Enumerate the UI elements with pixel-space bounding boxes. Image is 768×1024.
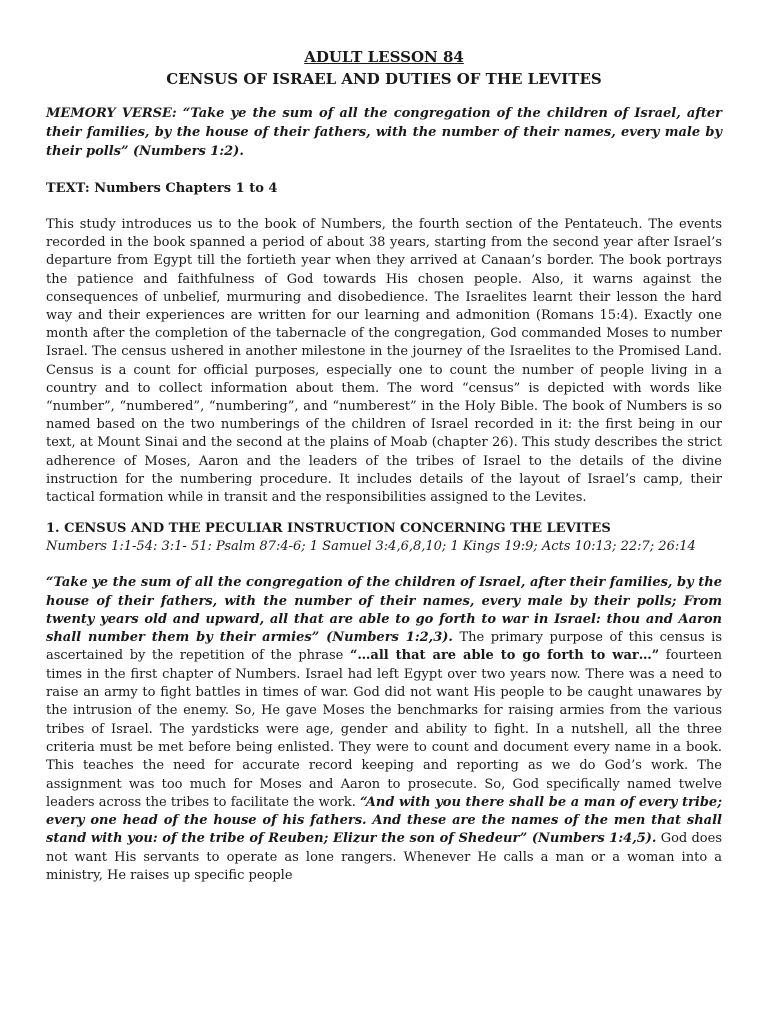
- lesson-title: CENSUS OF ISRAEL AND DUTIES OF THE LEVITES: [166, 70, 602, 88]
- text-reference: TEXT: Numbers Chapters 1 to 4: [46, 181, 278, 196]
- quote-numbers-1-4-5: “And with you there shall be a man of every tribe; every one head of the house of his fathers. And these are the names of the men that shall stand with you: of the tribe of Reuben; Elizur the son of Shedeur” (Numbers 1:4,5).: [46, 794, 722, 847]
- quote-numbers-1-2-3: “Take ye the sum of all the congregation of the children of Israel, after their families, by the house of their fathers, with the number of their names, every male by their polls; From twenty years old and upward, all that are able to go forth to war in Israel: thou and Aaron shall number them by their armies” (Numbers 1:2,3).: [46, 575, 722, 646]
- scripture-references: Numbers 1:1-54: 3:1- 51: Psalm 87:4-6; 1 Samuel 3:4,6,8,10; 1 Kings 19:9; Acts 10:13; 22:7; 26:14: [46, 539, 696, 555]
- section-paragraph: [46, 574, 722, 885]
- intro-paragraph: This study introduces us to the book of Numbers, the fourth section of the Pentateuch. The events recorded in the book spanned a period of about 38 years, starting from the second year after Israel’s departure from Egypt till the fortieth year when they arrived at Canaan’s border. The book portrays the patience and faithfulness of God towards His chosen people. Also, it warns against the consequences of unbelief, murmuring and disobedience. The Israelites learnt their lesson the hard way and their experiences are written for our learning and admonition (Romans 15:4). Exactly one month after the completion of the tabernacle of the congregation, God commanded Moses to number Israel. The census ushered in another milestone in the journey of the Israelites to the Promised Land. Census is a count for official purposes, especially one to count the number of people living in a country and to collect information about them. The word “census” is depicted with words like “number”, “numbered”, “numbering”, and “numberest” in the Holy Bible. The book of Numbers is so named based on the two numberings of the children of Israel recorded in it: the first being in our text, at Mount Sinai and the second at the plains of Moab (chapter 26). This study describes the strict adherence of Moses, Aaron and the leaders of the tribes of Israel to the details of the divine instruction for the numbering procedure. It includes details of the layout of Israel’s camp, their tactical formation while in transit and the responsibilities assigned to the Levites.: [46, 217, 722, 506]
- section-heading: 1. CENSUS AND THE PECULIAR INSTRUCTION CONCERNING THE LEVITES: [46, 521, 611, 537]
- body-text-3: God does not want His servants to operate as lone rangers. Whenever He calls a man or a woman into a ministry, He raises up specific people: [46, 831, 723, 883]
- body-text-1: The primary purpose of this census is ascertained by the repetition of the phrase: [46, 630, 723, 664]
- memory-verse: MEMORY VERSE: “Take ye the sum of all the congregation of the children of Israel, after their families, by the house of their fathers, with the number of their names, every male by their polls” (Numbers 1:2).: [46, 106, 722, 159]
- repeated-phrase: “…all that are able to go forth to war…”: [349, 648, 660, 664]
- lesson-number: ADULT LESSON 84: [304, 48, 464, 66]
- body-text-2: fourteen times in the first chapter of Numbers. Israel had left Egypt over two years now. There was a need to raise an army to fight battles in times of war. God did not want His people to be caught unawares by the intrusion of the enemy. So, He gave Moses the benchmarks for raising armies from the various tribes of Israel. The yardsticks were age, gender and ability to fight. In a nutshell, all the three criteria must be met before being enlisted. They were to count and document every name in a book. This teaches the need for accurate record keeping and reporting as we do God’s work. The assignment was too much for Moses and Aaron to prosecute. So, God specifically named twelve leaders across the tribes to facilitate the work.: [46, 648, 722, 810]
